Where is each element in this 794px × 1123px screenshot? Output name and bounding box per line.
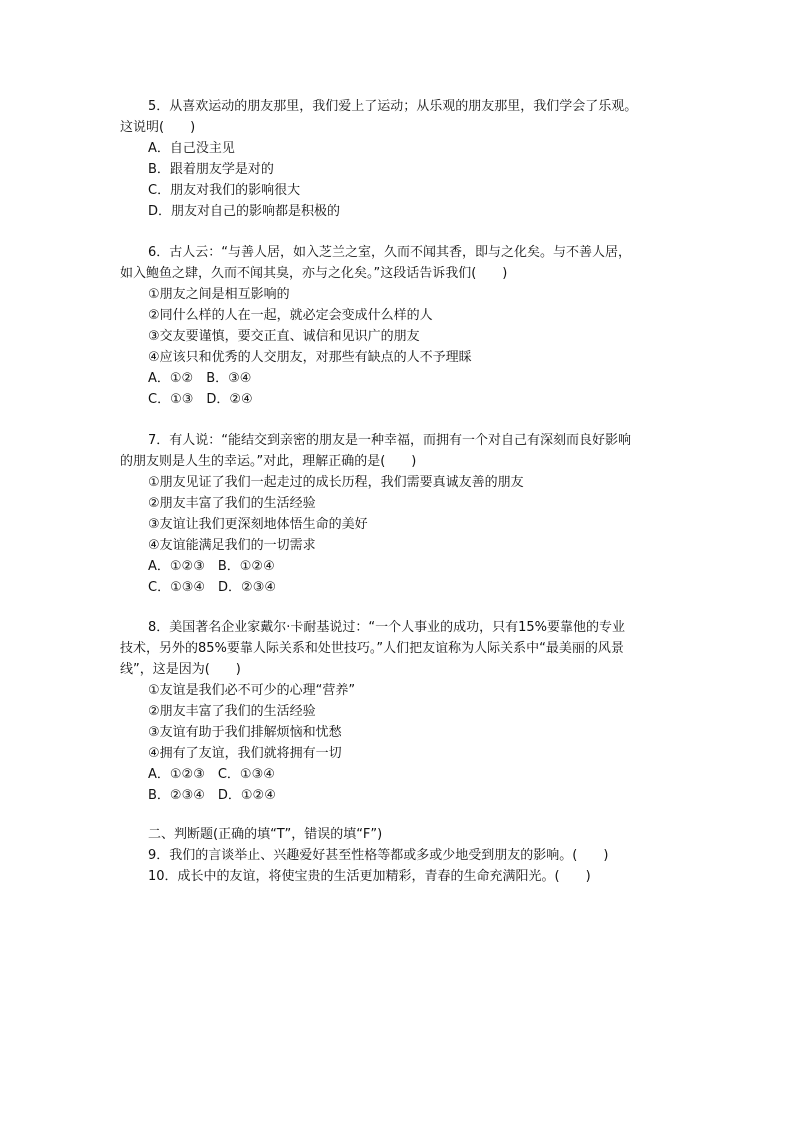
- question-6: [120, 242, 680, 410]
- question-7-statement-4: ④友谊能满足我们的一切需求: [148, 538, 316, 553]
- question-6-statement-2: ②同什么样的人在一起，就必定会变成什么样的人: [148, 308, 433, 323]
- question-8-stem-cont-2: 线”，这是因为( ): [120, 662, 241, 677]
- question-7-statement-3: ③友谊让我们更深刻地体悟生命的美好: [148, 517, 368, 532]
- question-8-statement-3: ③友谊有助于我们排解烦恼和忧愁: [148, 725, 342, 740]
- question-5-option-c: C．朋友对我们的影响很大: [148, 183, 301, 198]
- question-9: 9．我们的言谈举止、兴趣爱好甚至性格等都或多或少地受到朋友的影响。( ): [148, 848, 609, 863]
- question-8-statement-2: ②朋友丰富了我们的生活经验: [148, 704, 316, 719]
- question-8-statement-1: ①友谊是我们必不可少的心理“营养”: [148, 683, 356, 698]
- question-7-stem: 7．有人说：“能结交到亲密的朋友是一种幸福，而拥有一个对自己有深刻而良好影响: [148, 433, 632, 448]
- question-7-options-cd: C．①③④ D．②③④: [148, 580, 277, 595]
- question-8: [120, 617, 680, 806]
- section-true-false: [120, 824, 680, 887]
- question-8-stem: 8．美国著名企业家戴尔·卡耐基说过：“一个人事业的成功，只有15%要靠他的专业: [148, 620, 626, 635]
- question-7-options-ab: A．①②③ B．①②④: [148, 559, 275, 574]
- section-heading: 二、判断题(正确的填“T”，错误的填“F”): [148, 827, 383, 842]
- question-10: 10．成长中的友谊，将使宝贵的生活更加精彩，青春的生命充满阳光。( ): [148, 869, 591, 884]
- question-5-stem-cont: 这说明( ): [120, 120, 196, 135]
- question-8-options-bd: B．②③④ D．①②④: [148, 788, 276, 803]
- question-5-stem: 5．从喜欢运动的朋友那里，我们爱上了运动；从乐观的朋友那里，我们学会了乐观。: [148, 99, 638, 114]
- question-6-options-cd: C．①③ D．②④: [148, 392, 253, 407]
- question-8-stem-cont-1: 技术，另外的85%要靠人际关系和处世技巧。”人们把友谊称为人际关系中“最美丽的风景: [120, 641, 624, 656]
- question-7-stem-cont: 的朋友则是人生的幸运。”对此，理解正确的是( ): [120, 454, 417, 469]
- question-5-option-b: B．跟着朋友学是对的: [148, 162, 274, 177]
- question-7: [120, 430, 680, 598]
- question-6-statement-4: ④应该只和优秀的人交朋友，对那些有缺点的人不予理睬: [148, 350, 472, 365]
- question-6-statement-1: ①朋友之间是相互影响的: [148, 287, 290, 302]
- question-8-options-ac: A．①②③ C．①③④: [148, 767, 275, 782]
- question-5: [120, 96, 680, 222]
- question-5-option-d: D．朋友对自己的影响都是积极的: [148, 204, 341, 219]
- question-6-statement-3: ③交友要谨慎，要交正直、诚信和见识广的朋友: [148, 329, 420, 344]
- question-6-stem-cont: 如入鲍鱼之肆，久而不闻其臭，亦与之化矣。”这段话告诉我们( ): [120, 266, 508, 281]
- question-6-options-ab: A．①② B．③④: [148, 371, 252, 386]
- question-8-statement-4: ④拥有了友谊，我们就将拥有一切: [148, 746, 342, 761]
- question-7-statement-2: ②朋友丰富了我们的生活经验: [148, 496, 316, 511]
- question-6-stem: 6．古人云：“与善人居，如入芝兰之室，久而不闻其香，即与之化矣。与不善人居，: [148, 245, 632, 260]
- question-5-option-a: A．自己没主见: [148, 141, 235, 156]
- question-7-statement-1: ①朋友见证了我们一起走过的成长历程，我们需要真诚友善的朋友: [148, 475, 524, 490]
